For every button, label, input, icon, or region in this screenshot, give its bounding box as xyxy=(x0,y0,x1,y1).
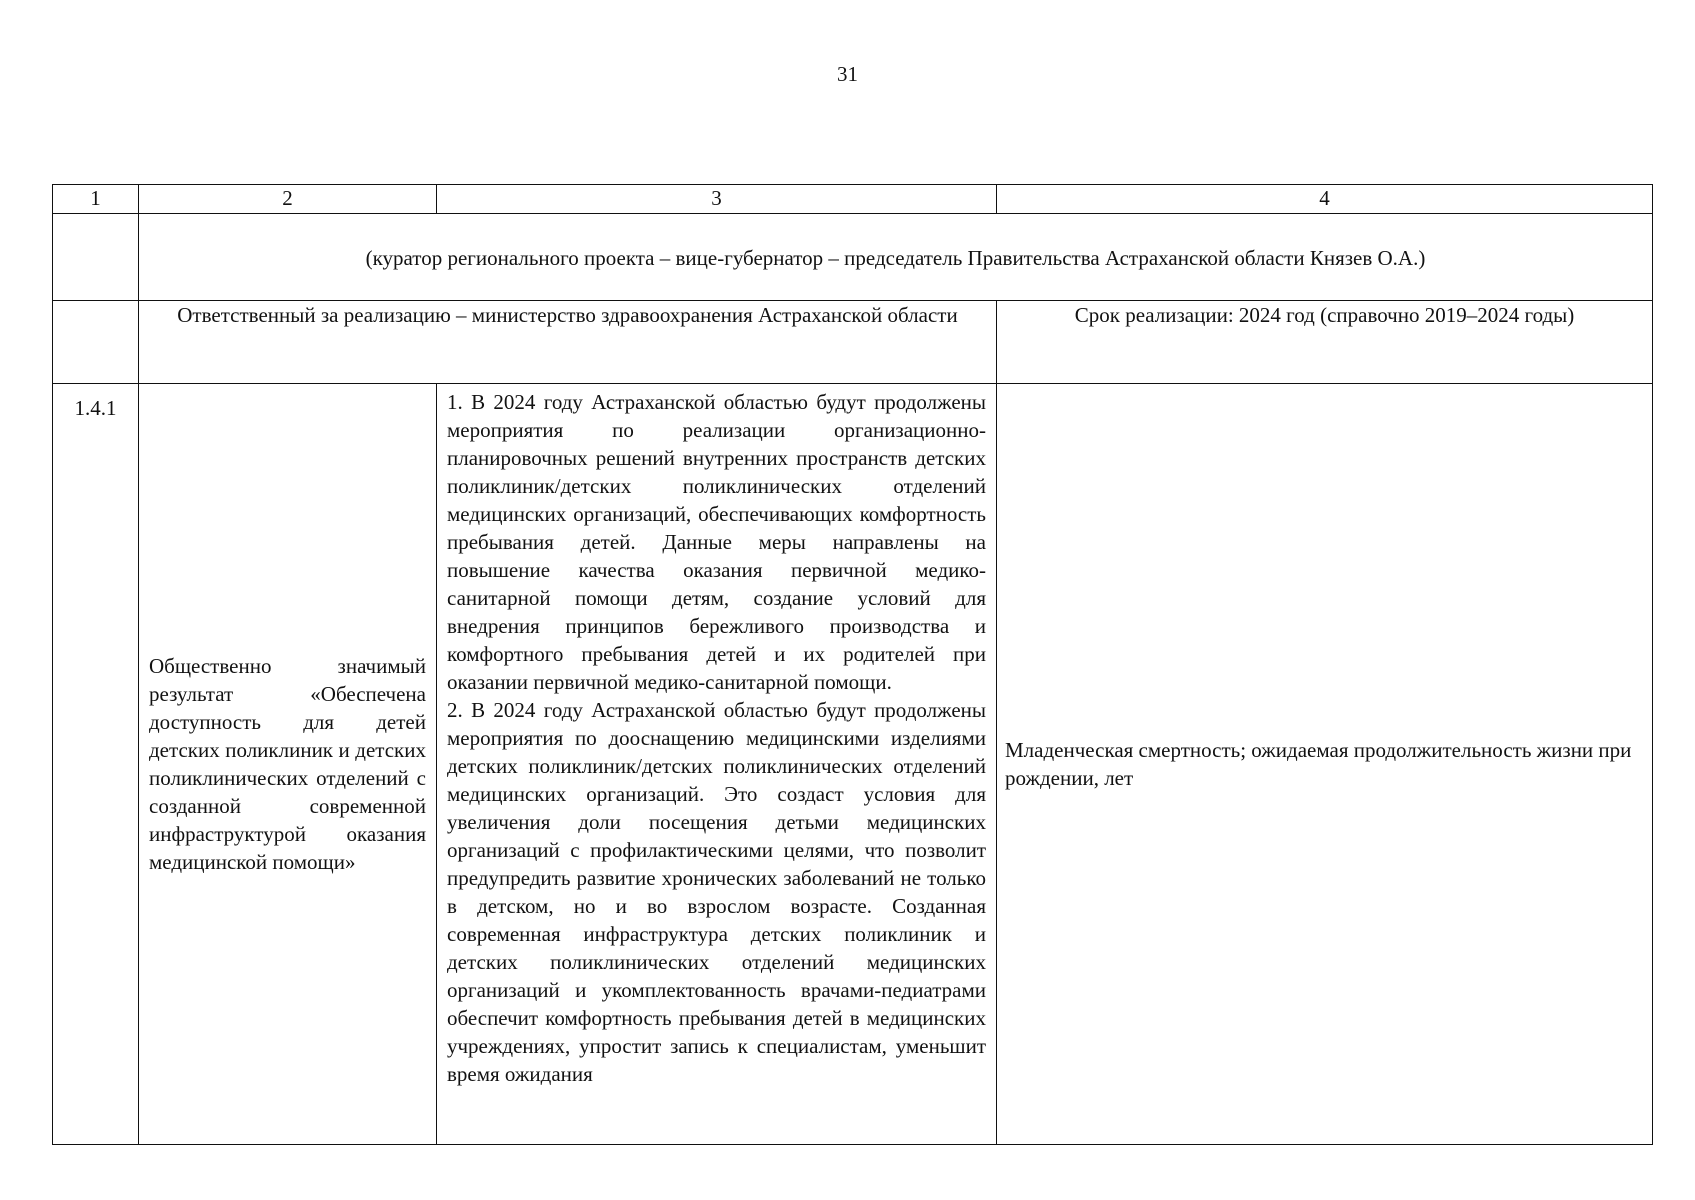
description-paragraph-2: 2. В 2024 году Астраханской областью будут продолжены мероприятия по дооснащению медицинскими изделиями детских поликлиник/детских поликлинических отделений медицинских организаций. Это создаст условия для увеличения доли посещения детьми медицинских организаций с профилактическими целями, что позволит предупредить развитие хронических заболеваний не только в детском, но и во взрослом возрасте. Созданная современная инфраструктура детских поликлиник и детских поликлинических отделений медицинских организаций и укомплектованность врачами-педиатрами обеспечит комфортность пребывания детей в медицинских учреждениях, упростит запись к специалистам, уменьшит время ожидания xyxy=(447,698,986,1086)
responsible-row xyxy=(53,301,1653,384)
curator-text: (куратор регионального проекта – вице-губернатор – председатель Правительства Астраханской области Князев О.А.) xyxy=(139,214,1653,301)
column-3-header: 3 xyxy=(437,185,997,214)
column-2-header: 2 xyxy=(139,185,437,214)
row-number: 1.4.1 xyxy=(53,384,139,1145)
header-row xyxy=(53,185,1653,214)
page-number: 31 xyxy=(837,62,858,86)
curator-row xyxy=(53,214,1653,301)
table-row xyxy=(53,384,1653,1145)
responsible-empty-cell xyxy=(53,301,139,384)
curator-empty-cell xyxy=(53,214,139,301)
term-text: Срок реализации: 2024 год (справочно 2019–2024 годы) xyxy=(997,301,1653,384)
column-1-header: 1 xyxy=(53,185,139,214)
description-paragraph-1: 1. В 2024 году Астраханской областью будут продолжены мероприятия по реализации организационно-планировочных решений внутренних пространств детских поликлиник/детских поликлинических отделений медицинских организаций, обеспечивающих комфортность пребывания детей. Данные меры направлены на повышение качества оказания первичной медико-санитарной помощи детям, создание условий для внедрения принципов бережливого производства и комфортного пребывания детей и их родителей при оказании первичной медико-санитарной помощи. xyxy=(447,390,986,694)
project-table xyxy=(52,184,1653,1145)
column-4-header: 4 xyxy=(997,185,1653,214)
responsible-text: Ответственный за реализацию – министерство здравоохранения Астраханской области xyxy=(139,301,997,384)
description-cell xyxy=(437,384,997,1145)
result-cell: Общественно значимый результат «Обеспечена доступность для детей детских поликлиник и детских поликлинических отделений с созданной современной инфраструктурой оказания медицинской помощи» xyxy=(139,384,437,1145)
indicator-cell: Младенческая смертность; ожидаемая продолжительность жизни при рождении, лет xyxy=(997,384,1653,1145)
